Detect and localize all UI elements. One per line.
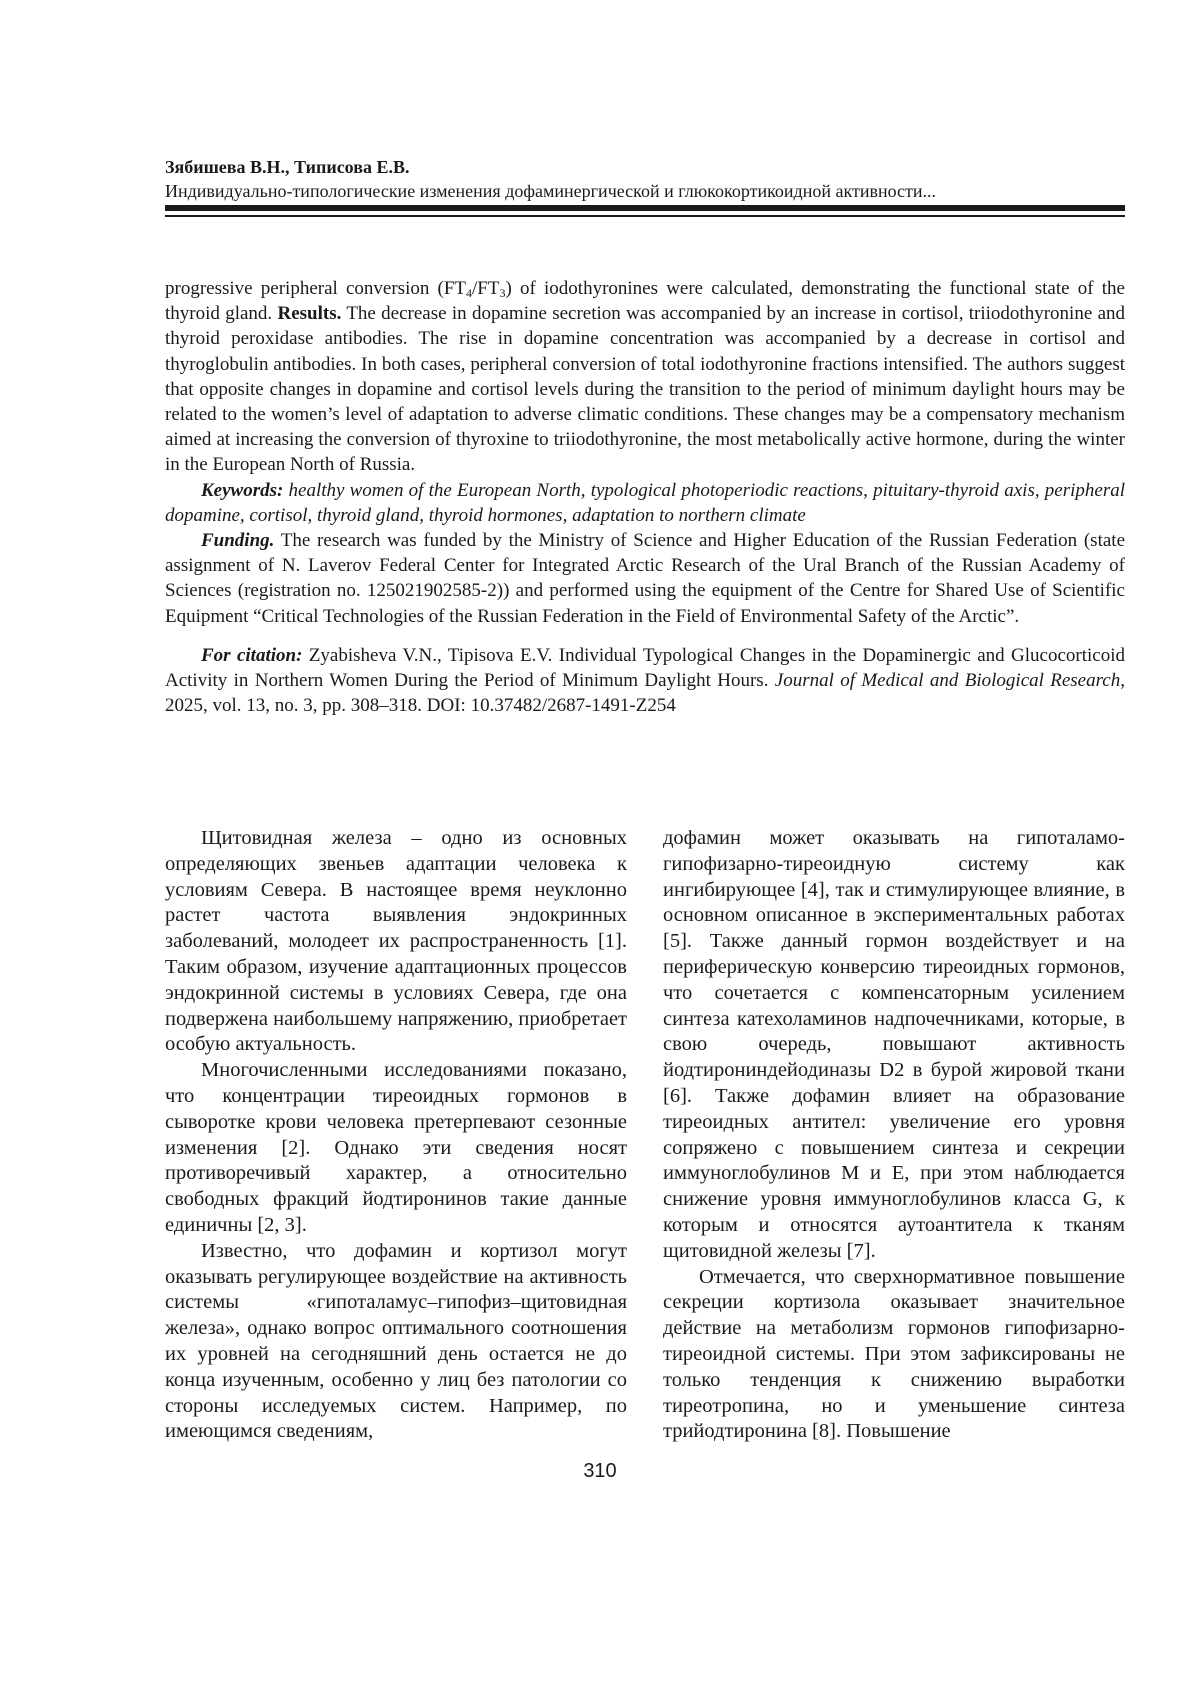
header-authors: Зябишева В.Н., Типисова Е.В. (165, 157, 410, 177)
abstract-text-a: progressive peripheral conversion (FT (165, 278, 467, 299)
body-paragraph: Известно, что дофамин и кортизол могут оказывать регулирующее воздействие на активность системы «гипоталамус–гипофиз–щитовидная железа», однако вопрос оптимального соотношения их уровней на сегодняшний день остается не до конца изученным, особенно у лиц без патологии со стороны исследуемых систем. Например, по имеющимся сведениям, (165, 1239, 627, 1443)
abstract-text-c: ) of iodothyronines were calculated, demonstrating the functional state of the thyroid gland. (165, 278, 1125, 325)
citation-tail: , 2025, vol. 13, no. 3, pp. 308–318. DOI: 10.37482/2687-1491-Z254 (165, 670, 1125, 717)
citation-paragraph (165, 643, 1125, 719)
header-rule-thin (165, 215, 1125, 217)
citation-text: Zyabisheva V.N., Tipisova E.V. Individual Typological Changes in the Dopaminergic and Glucocorticoid Activity in Northern Women During the Period of Minimum Daylight Hours. (165, 644, 1125, 692)
body-paragraph: дофамин может оказывать на гипоталамо-гипофизарно-тиреоидную систему как ингибирующее [4], так и стимулирующее влияние, в основном описанное в экспериментальных работах [5]. Также данный гормон воздействует и на периферическую конверсию тиреоидных гормонов, что сочетается с компенсаторным усилением синтеза катехоламинов надпочечниками, которые, в свою очередь, повышают активность йодтирониндейодиназы D2 в бурой жировой ткани [6]. Также дофамин влияет на образование тиреоидных антител: увеличение его уровня сопряжено с повышением синтеза и секреции иммуноглобулинов M и E, при этом наблюдается снижение уровня иммуноглобулинов класса G, к которым и относятся аутоантитела к тканям щитовидной железы [7]. (663, 827, 1125, 1262)
citation-label: For citation: (201, 644, 303, 666)
funding-text: The research was funded by the Ministry of Science and Higher Education of the Russian Federation (state assignment of N. Laverov Federal Center for Integrated Arctic Research of the Ural Branch of the Russian Academy of Sciences (registration no. 125021902585-2)) and performed using the equipment of the Centre for Shared Use of Scientific Equipment “Critical Technologies of the Russian Federation in the Field of Environmental Safety of the Arctic”. (165, 530, 1125, 627)
page-number: 310 (583, 1460, 617, 1482)
header-rule-thick (165, 205, 1125, 211)
body-column-right (663, 826, 1125, 1445)
keywords-paragraph (165, 478, 1125, 528)
running-header (165, 155, 1125, 203)
citation-journal: Journal of Medical and Biological Research (774, 670, 1121, 692)
subscript-4: 4 (466, 286, 473, 300)
funding-label: Funding. (201, 530, 275, 552)
body-paragraph: Отмечается, что сверхнормативное повышение секреции кортизола оказывает значительное действие на метаболизм гормонов гипофизарно-тиреоидной системы. При этом зафиксированы не только тенденция к снижению выработки тиреотропина, но и уменьшение синтеза трийодтиронина [8]. Повышение (663, 1265, 1125, 1443)
results-label: Results. (277, 303, 342, 325)
keywords-text: healthy women of the European North, typological photoperiodic reactions, pituitary-thyroid axis, peripheral dopamine, cortisol, thyroid gland, thyroid hormones, adaptation to northern climate (165, 479, 1125, 526)
body-column-left (165, 826, 627, 1445)
results-text: The decrease in dopamine secretion was accompanied by an increase in cortisol, triiodothyronine and thyroid peroxidase antibodies. The rise in dopamine concentration was accompanied by a decrease in cortisol and thyroglobulin antibodies. In both cases, peripheral conversion of total iodothyronine fractions intensified. The authors suggest that opposite changes in dopamine and cortisol levels during the transition to the period of minimum daylight hours may be related to the women’s level of adaptation to adverse climatic conditions. These changes may be a compensatory mechanism aimed at increasing the conversion of thyroxine to triiodothyronine, the most metabolically active hormone, during the winter in the European North of Russia. (165, 303, 1125, 476)
abstract-text-b: /FT (472, 278, 500, 299)
body-paragraph: Многочисленными исследованиями показано, что концентрации тиреоидных гормонов в сыворотке крови человека претерпевают сезонные изменения [2]. Однако эти сведения носят противоречивый характер, а относительно свободных фракций йодтиронинов такие данные единичны [2, 3]. (165, 1059, 627, 1236)
header-running-title: Индивидуально-типологические изменения дофаминергической и глюкокортикоидной активности... (165, 181, 937, 201)
keywords-label: Keywords: (201, 479, 284, 501)
body-paragraph: Щитовидная железа – одно из основных определяющих звеньев адаптации человека к условиям Севера. В настоящее время неуклонно растет частота выявления эндокринных заболеваний, молодеет их распространенность [1]. Таким образом, изучение адаптационных процессов эндокринной системы в условиях Севера, где она подвержена наибольшему напряжению, приобретает особую актуальность. (165, 827, 627, 1056)
funding-paragraph (165, 528, 1125, 629)
subscript-3: 3 (499, 286, 506, 300)
abstract-paragraph (165, 276, 1125, 478)
abstract-section (165, 276, 1125, 718)
